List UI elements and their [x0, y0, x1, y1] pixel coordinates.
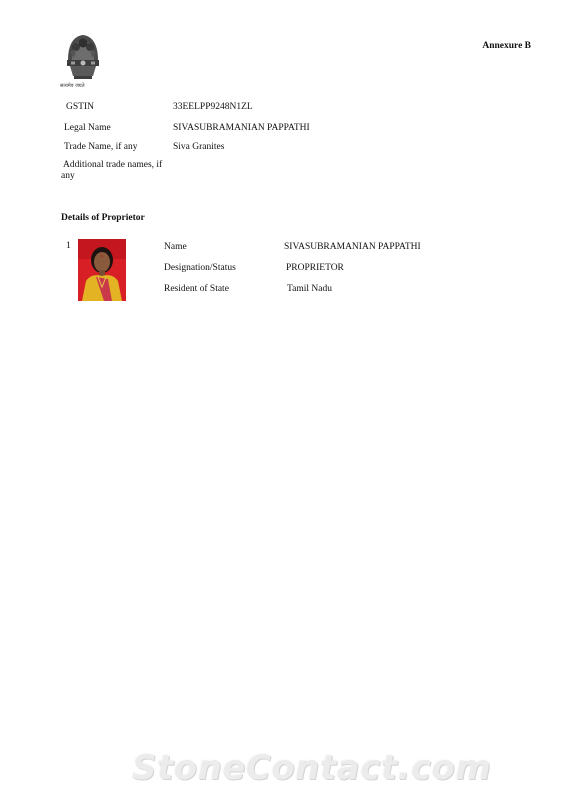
- proprietor-resident-label: Resident of State: [164, 284, 229, 294]
- annexure-title: Annexure B: [482, 41, 531, 51]
- legal-name-value: SIVASUBRAMANIAN PAPPATHI: [173, 123, 310, 133]
- section-title-proprietor: Details of Proprietor: [61, 213, 145, 223]
- proprietor-designation-label: Designation/Status: [164, 263, 236, 273]
- trade-name-label: Trade Name, if any: [64, 142, 138, 152]
- watermark: StoneContact.com: [132, 748, 492, 788]
- proprietor-name-label: Name: [164, 242, 187, 252]
- proprietor-resident-value: Tamil Nadu: [287, 284, 332, 294]
- proprietor-photo: [78, 239, 126, 301]
- proprietor-designation-value: PROPRIETOR: [286, 263, 344, 273]
- proprietor-index: 1: [66, 241, 71, 251]
- additional-trade-names-label: Additional trade names, if any: [61, 160, 163, 181]
- trade-name-value: Siva Granites: [173, 142, 225, 152]
- gstin-value: 33EELPP9248N1ZL: [173, 102, 253, 112]
- state-emblem: [62, 30, 104, 92]
- gstin-label: GSTIN: [66, 102, 94, 112]
- emblem-motto: सत्यमेव जयते: [60, 83, 85, 89]
- legal-name-label: Legal Name: [64, 123, 111, 133]
- proprietor-name-value: SIVASUBRAMANIAN PAPPATHI: [284, 242, 421, 252]
